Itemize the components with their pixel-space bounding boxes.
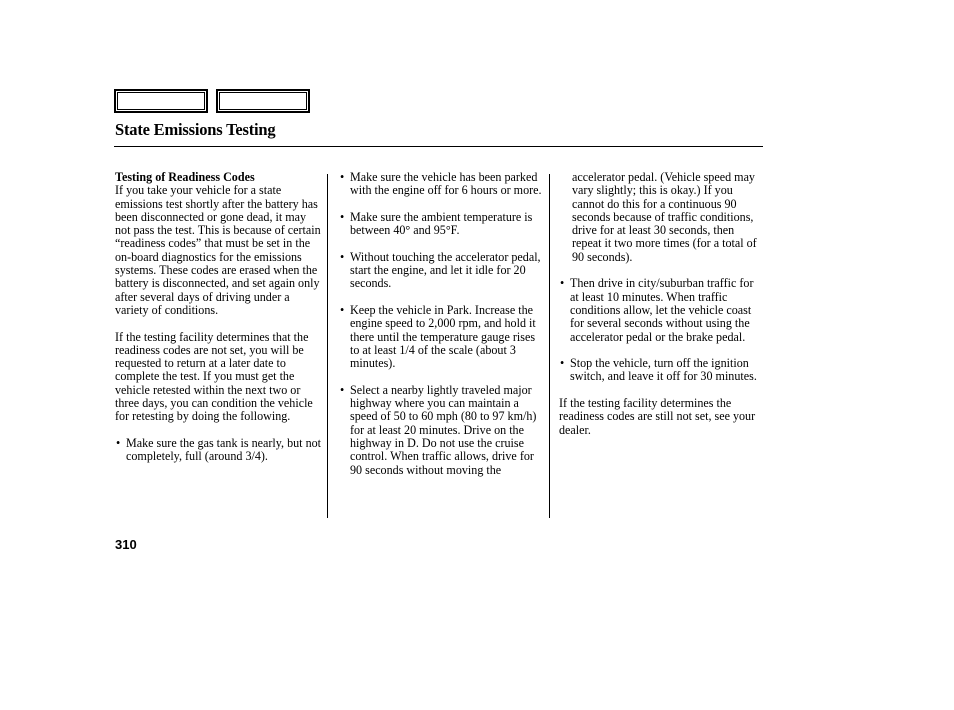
column-divider xyxy=(549,174,550,518)
list-item xyxy=(559,277,764,343)
list-item xyxy=(339,304,544,370)
list-item xyxy=(339,211,544,238)
nav-tab-1[interactable] xyxy=(114,89,208,113)
subheading-readiness-codes: Testing of Readiness Codes xyxy=(115,170,255,184)
bullet-icon: • xyxy=(340,209,345,224)
bullet-icon: • xyxy=(116,435,121,450)
nav-tab-2[interactable] xyxy=(216,89,310,113)
column-1 xyxy=(115,171,323,477)
list-item xyxy=(115,437,323,464)
dealer-paragraph: If the testing facility determines the readiness codes are still not set, see your dealer. xyxy=(559,396,756,437)
list-item-text: Keep the vehicle in Park. Increase the engine speed to 2,000 rpm, and hold it there until the temperature gauge rises to at least 1/4 of the scale (about 3 minutes). xyxy=(350,302,536,371)
bullet-icon: • xyxy=(340,170,345,184)
continued-list-text: accelerator pedal. (Vehicle speed may vary slightly; this is okay.) If you cannot do this for a continuous 90 seconds because of traffic conditions, drive for at least 30 seconds, then repeat it two more times (for a total of 90 seconds). xyxy=(572,170,757,264)
list-item xyxy=(339,171,544,198)
list-item xyxy=(339,251,544,291)
list-item-text: Stop the vehicle, turn off the ignition switch, and leave it off for 30 minutes. xyxy=(570,356,757,384)
bullet-icon: • xyxy=(340,302,345,317)
bullet-icon: • xyxy=(560,356,565,371)
list-item-text: Then drive in city/suburban traffic for at least 10 minutes. When traffic conditions allow, let the vehicle coast for several seconds without using the accelerator pedal or the brake pedal. xyxy=(570,276,754,344)
list-item xyxy=(339,384,544,477)
list-item-text: Without touching the accelerator pedal, start the engine, and let it idle for 20 seconds. xyxy=(350,249,541,291)
page-number: 310 xyxy=(115,537,137,552)
bullet-icon: • xyxy=(340,249,345,264)
list-item-text: Make sure the gas tank is nearly, but not completely, full (around 3/4). xyxy=(126,435,322,464)
list-item-text: Select a nearby lightly traveled major highway where you can maintain a speed of 50 to 60 mph (80 to 97 km/h) for at least 20 minutes. Drive on the highway in D. Do not use the cruise control. When traffic allows, drive for 90 seconds without moving the xyxy=(350,382,537,477)
list-item xyxy=(559,357,764,384)
list-item-text: Make sure the vehicle has been parked with the engine off for 6 hours or more. xyxy=(350,170,542,198)
column-divider xyxy=(327,174,328,518)
bullet-icon: • xyxy=(560,276,565,291)
retest-paragraph: If the testing facility determines that the readiness codes are not set, you will be requested to return at a later date to complete the test. If you must get the vehicle retested within the next two or three days, you can condition the vehicle for retesting by doing the following. xyxy=(115,329,313,424)
title-divider xyxy=(114,146,763,147)
column-2 xyxy=(339,171,544,490)
list-item-text: Make sure the ambient temperature is between 40° and 95°F. xyxy=(350,209,533,238)
intro-paragraph: If you take your vehicle for a state emissions test shortly after the battery has been disconnected or gone dead, it may not pass the test. This is because of certain “readiness codes” that must be set in the on-board diagnostics for the emissions systems. These codes are erased when the battery is disconnected, and set again only after several days of driving under a variety of conditions. xyxy=(115,183,321,317)
bullet-icon: • xyxy=(340,382,345,397)
column-3 xyxy=(559,171,764,450)
section-title: State Emissions Testing xyxy=(115,120,276,139)
